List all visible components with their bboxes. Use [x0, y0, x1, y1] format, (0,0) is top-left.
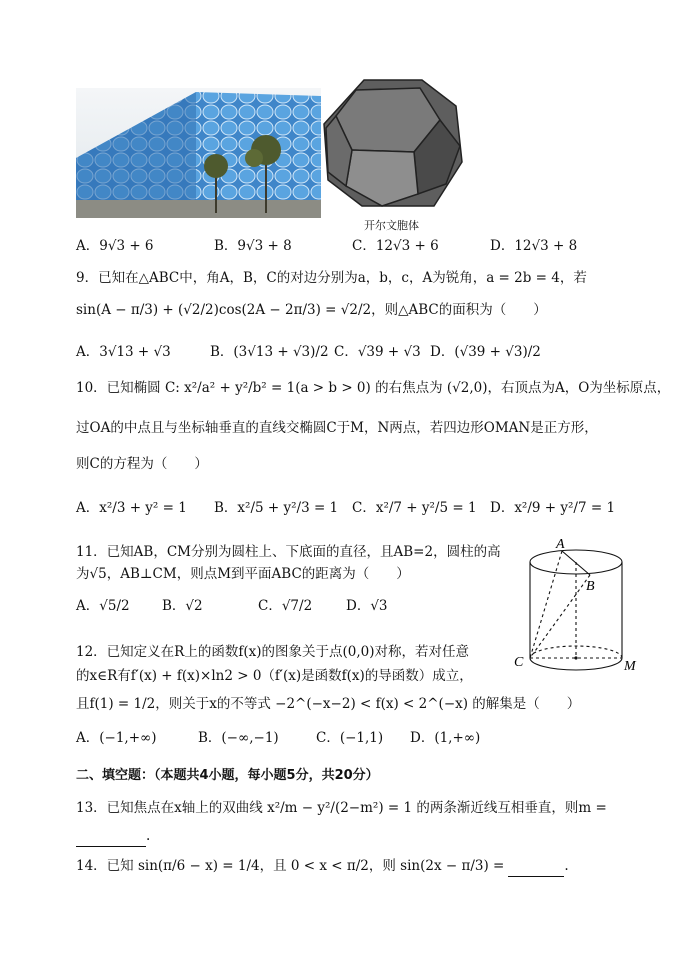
label-c: C: [514, 655, 524, 670]
q11-option-d: D．√3: [346, 598, 388, 614]
q10-option-a: A．x²/3 + y² = 1: [76, 500, 187, 516]
q10-option-d: D．x²/9 + y²/7 = 1: [490, 500, 616, 516]
q10-stem-3: 则C的方程为（ ）: [76, 456, 208, 472]
q10-stem: 10．已知椭圆 C: x²/a² + y²/b² = 1(a > b > 0) 的右焦点为 (√2,0)，右顶点为A，O为坐标原点，: [76, 380, 671, 396]
q11-option-b: B．√2: [162, 598, 203, 614]
water-cube-photo: [76, 88, 321, 218]
section-heading: 二、填空题：（本题共4小题，每小题5分，共20分）: [76, 768, 379, 783]
q12-option-d: D．(1,+∞): [410, 730, 481, 746]
q9-option-d: D．(√39 + √3)/2: [430, 344, 541, 360]
q12-option-b: B．(−∞,−1): [198, 730, 279, 746]
q8-option-a: A．9√3 + 6: [76, 238, 154, 254]
q14-stem: 14．已知 sin(π/6 − x) = 1/4，且 0 < x < π/2，则 sin(2x − π/3) = .: [76, 856, 569, 877]
q13-period: .: [146, 828, 151, 844]
q11-stem: 11．已知AB，CM分别为圆柱上、下底面的直径，且AB=2，圆柱的高: [76, 544, 501, 560]
q12-stem-2: 的x∈R有f′(x) + f(x)×ln2 > 0（f′(x)是函数f(x)的导函数）成立，: [76, 668, 473, 684]
kelvin-cell-figure: [322, 76, 464, 214]
q9-option-c: C．√39 + √3: [334, 344, 421, 360]
q13-stem: 13．已知焦点在x轴上的双曲线 x²/m − y²/(2−m²) = 1 的两条渐近线互相垂直，则m =: [76, 800, 607, 816]
label-a: A: [556, 537, 565, 552]
q10-stem-2: 过OA的中点且与坐标轴垂直的直线交椭圆C于M，N两点，若四边形OMAN是正方形，: [76, 420, 598, 436]
q9-condition: sin(A − π/3) + (√2/2)cos(2A − 2π/3) = √2/2，则△ABC的面积为（ ）: [76, 302, 547, 318]
q11-stem-2: 为√5，AB⊥CM，则点M到平面ABC的距离为（ ）: [76, 566, 410, 582]
q8-option-c: C．12√3 + 6: [352, 238, 439, 254]
label-m: M: [624, 659, 636, 674]
q11-option-c: C．√7/2: [258, 598, 313, 614]
q11-option-a: A．√5/2: [76, 598, 130, 614]
label-b: B: [586, 579, 595, 594]
q14-text: 14．已知 sin(π/6 − x) = 1/4，且 0 < x < π/2，则 sin(2x − π/3) =: [76, 858, 505, 874]
q9-option-b: B．(3√13 + √3)/2: [210, 344, 329, 360]
cylinder-figure: [510, 534, 642, 674]
q9-stem: 9．已知在△ABC中，角A，B，C的对边分别为a，b，c，A为锐角，a = 2b = 4，若: [76, 270, 587, 286]
q10-option-b: B．x²/5 + y²/3 = 1: [214, 500, 339, 516]
q13-answer-blank[interactable]: [76, 826, 146, 847]
q14-answer-blank[interactable]: [508, 856, 564, 877]
q10-option-c: C．x²/7 + y²/5 = 1: [352, 500, 477, 516]
q9-option-a: A．3√13 + √3: [76, 344, 171, 360]
q8-option-d: D．12√3 + 8: [490, 238, 578, 254]
q12-stem: 12．已知定义在R上的函数f(x)的图象关于点(0,0)对称，若对任意: [76, 644, 469, 660]
q12-option-a: A．(−1,+∞): [76, 730, 157, 746]
cube-caption: 开尔文胞体: [364, 219, 419, 232]
q12-stem-3: 且f(1) = 1/2，则关于x的不等式 −2^(−x−2) < f(x) < 2^(−x) 的解集是（ ）: [76, 696, 581, 712]
q12-option-c: C．(−1,1): [316, 730, 384, 746]
q8-option-b: B．9√3 + 8: [214, 238, 292, 254]
